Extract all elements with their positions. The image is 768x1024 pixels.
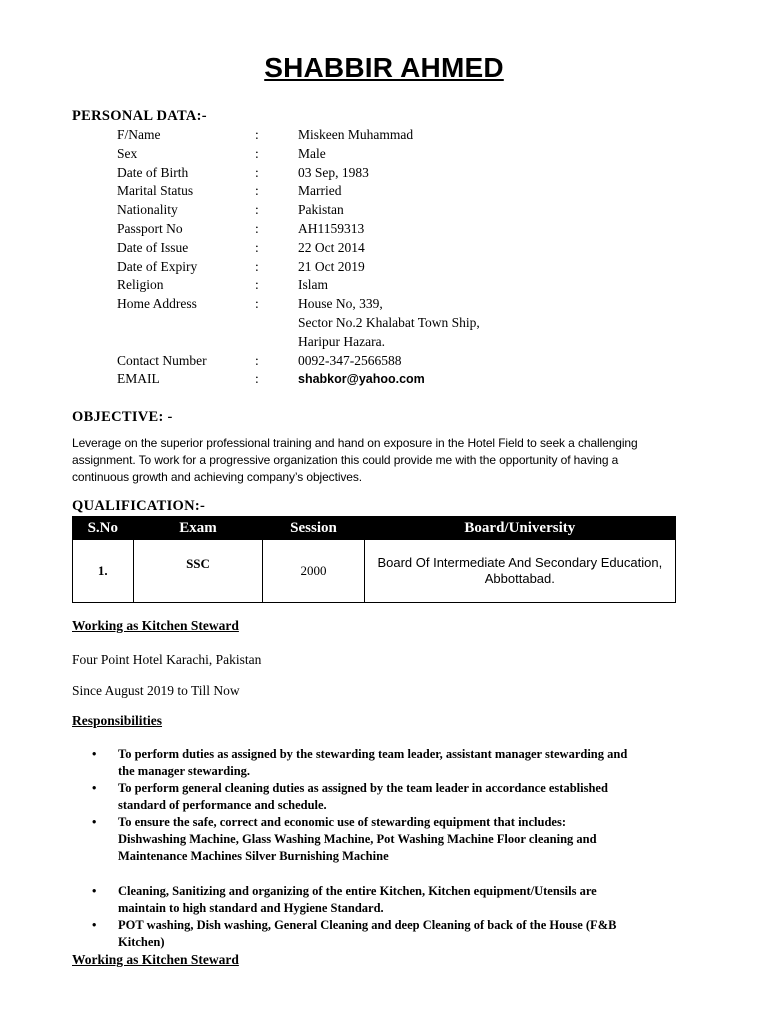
field-label: Sex (117, 145, 138, 161)
field-value: 21 Oct 2019 (298, 258, 365, 274)
field-separator: : (255, 371, 259, 387)
personal-data-row (117, 258, 558, 277)
cell-session: 2000 (263, 540, 364, 603)
objective-line: assignment. To work for a progressive organization this could provide me with the opportunity of having a (72, 453, 619, 467)
objective-line: Leverage on the superior professional training and hand on exposure in the Hotel Field to seek a challenging (72, 436, 638, 450)
personal-data-row (117, 370, 558, 389)
field-value: 03 Sep, 1983 (298, 164, 369, 180)
field-value: Miskeen Muhammad (298, 127, 414, 142)
field-separator: : (255, 296, 259, 312)
field-separator: : (255, 258, 259, 274)
list-item (72, 746, 696, 780)
field-value: Male (298, 145, 326, 161)
list-item (72, 814, 696, 865)
field-separator: : (255, 277, 259, 293)
field-label: Date of Birth (117, 164, 189, 180)
field-label: Religion (117, 277, 164, 293)
field-value: Sector No.2 Khalabat Town Ship, (298, 314, 480, 330)
field-separator (255, 333, 298, 352)
list-item-line: To perform general cleaning duties as assigned by the team leader in accordance established (118, 781, 608, 795)
field-separator: : (255, 127, 259, 142)
bullet-icon: • (92, 747, 97, 761)
table-row (73, 540, 676, 603)
personal-data-table (117, 126, 558, 389)
field-label: F/Name (117, 127, 161, 142)
bullet-icon: • (92, 815, 97, 829)
field-value: Married (298, 183, 342, 199)
personal-data-row (117, 314, 558, 333)
field-label: Date of Expiry (117, 258, 198, 274)
objective-text (72, 435, 702, 486)
responsibilities-heading: Responsibilities (72, 713, 163, 728)
list-item-line: the manager stewarding. (118, 764, 251, 778)
list-item-line: standard of performance and schedule. (118, 798, 327, 812)
list-item-line: Cleaning, Sanitizing and organizing of the entire Kitchen, Kitchen equipment/Utensils are (118, 884, 597, 898)
bullet-icon: • (92, 884, 97, 898)
field-label: Home Address (117, 296, 197, 312)
list-item-line: maintain to high standard and Hygiene Standard. (118, 901, 384, 915)
personal-data-row (117, 126, 558, 145)
list-item-line: Maintenance Machines Silver Burnishing Machine (118, 849, 389, 863)
list-item-line: Dishwashing Machine, Glass Washing Machine, Pot Washing Machine Floor cleaning and (118, 832, 597, 846)
job-title: Working as Kitchen Steward (72, 618, 239, 633)
responsibilities-list (72, 746, 696, 865)
qualification-table (72, 516, 676, 603)
field-label: Nationality (117, 202, 178, 218)
field-label: Passport No (117, 220, 183, 236)
column-header-board: Board/University (364, 517, 675, 540)
candidate-name: SHABBIR AHMED (264, 52, 504, 83)
field-value: 22 Oct 2014 (298, 239, 365, 255)
field-label: EMAIL (117, 371, 160, 387)
list-item (72, 917, 696, 951)
bullet-icon: • (92, 781, 97, 795)
objective-line: continuous growth and achieving company’s objectives. (72, 470, 362, 484)
table-header-row (73, 517, 676, 540)
column-header-sno: S.No (73, 517, 134, 540)
personal-data-row (117, 352, 558, 371)
personal-data-row (117, 295, 558, 314)
field-value: Islam (298, 277, 328, 293)
job-hotel: Four Point Hotel Karachi, Pakistan (72, 652, 262, 667)
list-item-line: To perform duties as assigned by the stewarding team leader, assistant manager stewarding and (118, 747, 628, 761)
field-value: Pakistan (298, 202, 344, 218)
field-separator: : (255, 183, 259, 199)
list-item-line: To ensure the safe, correct and economic use of stewarding equipment that includes: (118, 815, 567, 829)
job-title-2: Working as Kitchen Steward (72, 952, 239, 967)
field-label (117, 333, 255, 352)
list-item-line: Kitchen) (118, 935, 165, 949)
field-value: 0092-347-2566588 (298, 352, 402, 368)
field-value: Haripur Hazara. (298, 333, 385, 349)
responsibilities-list (72, 883, 696, 951)
board-line: Abbottabad. (484, 571, 555, 586)
personal-data-row (117, 145, 558, 164)
field-separator: : (255, 164, 259, 180)
job-duration: Since August 2019 to Till Now (72, 683, 240, 698)
field-separator: : (255, 239, 259, 255)
field-separator (255, 314, 298, 333)
personal-data-row (117, 164, 558, 183)
field-value: House No, 339, (298, 296, 383, 312)
personal-data-row (117, 239, 558, 258)
field-separator: : (255, 145, 259, 161)
field-label: Marital Status (117, 183, 194, 199)
objective-heading: OBJECTIVE: - (72, 409, 173, 425)
cell-exam: SSC (133, 540, 263, 603)
cell-board (364, 540, 675, 603)
list-item (72, 780, 696, 814)
personal-data-row (117, 276, 558, 295)
personal-data-row (117, 220, 558, 239)
personal-data-heading: PERSONAL DATA:- (72, 108, 207, 124)
board-line: Board Of Intermediate And Secondary Education, (377, 555, 663, 570)
bullet-icon: • (92, 918, 97, 932)
field-separator: : (255, 202, 259, 218)
qualification-heading: QUALIFICATION:- (72, 498, 206, 514)
cell-sno: 1. (73, 540, 134, 603)
column-header-exam: Exam (133, 517, 263, 540)
column-header-session: Session (263, 517, 364, 540)
field-label (117, 314, 255, 333)
personal-data-row (117, 333, 558, 352)
email-value: shabkor@yahoo.com (298, 372, 425, 387)
personal-data-row (117, 201, 558, 220)
field-value: AH1159313 (298, 220, 365, 236)
field-separator: : (255, 220, 259, 236)
personal-data-row (117, 182, 558, 201)
field-label: Date of Issue (117, 239, 189, 255)
field-label: Contact Number (117, 352, 207, 368)
list-item-line: POT washing, Dish washing, General Cleaning and deep Cleaning of back of the House (F&B (118, 918, 617, 932)
field-separator: : (255, 352, 259, 368)
list-item (72, 883, 696, 917)
